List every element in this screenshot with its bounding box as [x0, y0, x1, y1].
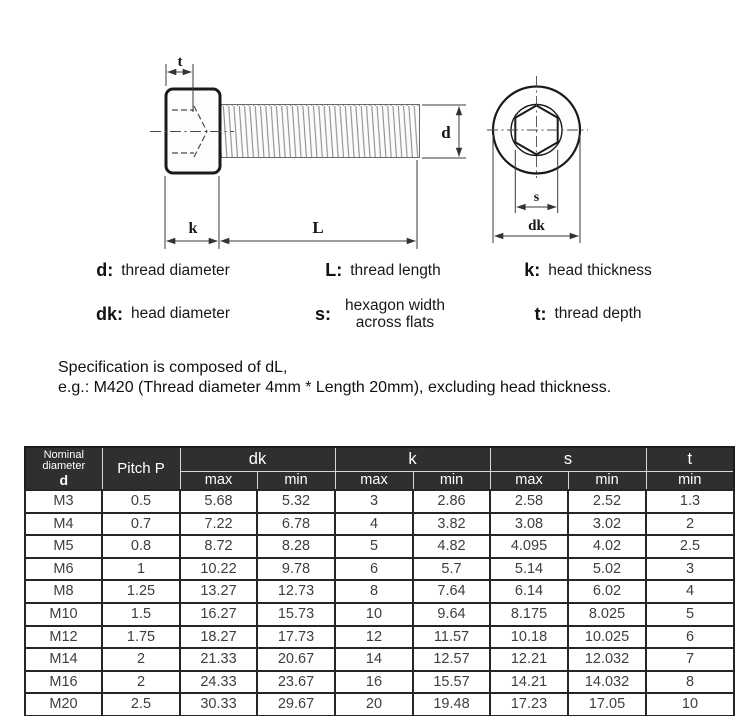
- table-cell: 3.02: [568, 513, 646, 536]
- legend-item-k: [524, 260, 651, 281]
- table-cell: 17.73: [257, 626, 335, 649]
- table-cell: M14: [25, 648, 102, 671]
- table-cell: 0.8: [102, 535, 180, 558]
- table-cell: 16.27: [180, 603, 257, 626]
- table-cell: 0.7: [102, 513, 180, 536]
- table-row: [25, 580, 734, 603]
- table-cell: 1: [102, 558, 180, 581]
- table-cell: 12.57: [413, 648, 490, 671]
- table-cell: 21.33: [180, 648, 257, 671]
- table-row: [25, 558, 734, 581]
- side-view: [150, 54, 466, 249]
- table-cell: M8: [25, 580, 102, 603]
- table-cell: 5: [646, 603, 734, 626]
- dim-label-s: s: [533, 190, 540, 205]
- legend-description: hexagon width across flats: [345, 297, 445, 332]
- dim-d: [422, 105, 466, 158]
- header-k-min: min: [413, 472, 490, 491]
- table-cell: 10.025: [568, 626, 646, 649]
- table-cell: 7.22: [180, 513, 257, 536]
- header-nominal-line1: Nominal: [43, 448, 84, 461]
- table-cell: 10: [646, 693, 734, 716]
- table-cell: 15.73: [257, 603, 335, 626]
- dim-label-t: t: [177, 54, 183, 70]
- table-cell: 6: [646, 626, 734, 649]
- header-k-max: max: [335, 472, 413, 491]
- legend-symbol: k:: [524, 260, 541, 280]
- dim-label-k: k: [188, 220, 198, 237]
- legend-item-t: [534, 304, 641, 325]
- spec-table: [24, 446, 735, 716]
- table-cell: 20.67: [257, 648, 335, 671]
- legend-item-s: [315, 297, 451, 332]
- table-cell: 15.57: [413, 671, 490, 694]
- table-cell: 4: [335, 513, 413, 536]
- table-cell: 7.64: [413, 580, 490, 603]
- table-cell: 4.095: [490, 535, 568, 558]
- header-nominal-diameter: [25, 447, 102, 490]
- table-cell: 8: [646, 671, 734, 694]
- table-cell: 5: [335, 535, 413, 558]
- table-cell: 1.5: [102, 603, 180, 626]
- dim-label-L: L: [312, 218, 324, 237]
- table-cell: 5.02: [568, 558, 646, 581]
- legend-item-L: [325, 260, 441, 281]
- table-cell: 6.02: [568, 580, 646, 603]
- table-cell: 20: [335, 693, 413, 716]
- table-cell: 14.032: [568, 671, 646, 694]
- legend-symbol: L:: [325, 260, 343, 280]
- header-t-min: min: [646, 472, 734, 491]
- legend: [52, 260, 684, 332]
- table-cell: 10.22: [180, 558, 257, 581]
- table-cell: 10.18: [490, 626, 568, 649]
- table-cell: 2.5: [646, 535, 734, 558]
- legend-symbol: d:: [96, 260, 114, 280]
- dim-label-dk: dk: [528, 218, 545, 234]
- end-view: [487, 76, 588, 243]
- table-cell: 6.14: [490, 580, 568, 603]
- table-cell: 8: [335, 580, 413, 603]
- table-cell: 2: [646, 513, 734, 536]
- table-cell: 16: [335, 671, 413, 694]
- table-cell: 5.7: [413, 558, 490, 581]
- table-cell: 13.27: [180, 580, 257, 603]
- table-cell: 3.82: [413, 513, 490, 536]
- legend-symbol: s:: [314, 303, 331, 324]
- table-cell: 6.78: [257, 513, 335, 536]
- thread-shaft: [221, 105, 420, 158]
- table-cell: 8.72: [180, 535, 257, 558]
- table-cell: 1.3: [646, 490, 734, 513]
- table-cell: 30.33: [180, 693, 257, 716]
- table-cell: 12.73: [257, 580, 335, 603]
- table-cell: 12.032: [568, 648, 646, 671]
- table-cell: 5.68: [180, 490, 257, 513]
- header-s-min: min: [568, 472, 646, 491]
- table-cell: M10: [25, 603, 102, 626]
- table-cell: 17.23: [490, 693, 568, 716]
- table-cell: 10: [335, 603, 413, 626]
- table-row: [25, 535, 734, 558]
- table-cell: 6: [335, 558, 413, 581]
- dim-label-d: d: [441, 123, 451, 142]
- table-cell: 8.28: [257, 535, 335, 558]
- spec-table-body: [25, 490, 734, 716]
- table-cell: 2.86: [413, 490, 490, 513]
- table-cell: 0.5: [102, 490, 180, 513]
- table-cell: 4: [646, 580, 734, 603]
- table-cell: 4.02: [568, 535, 646, 558]
- header-nominal-symbol: d: [59, 471, 69, 488]
- table-row: [25, 648, 734, 671]
- legend-symbol: t:: [534, 303, 547, 324]
- table-cell: 5.32: [257, 490, 335, 513]
- specification-line-1: Specification is composed of dL,: [58, 359, 288, 376]
- legend-symbol: dk:: [95, 303, 123, 324]
- table-cell: 2.52: [568, 490, 646, 513]
- table-row: [25, 671, 734, 694]
- table-cell: 4.82: [413, 535, 490, 558]
- table-cell: 14.21: [490, 671, 568, 694]
- table-cell: 2.58: [490, 490, 568, 513]
- header-dk-max: max: [180, 472, 257, 491]
- table-cell: 17.05: [568, 693, 646, 716]
- table-cell: 1.75: [102, 626, 180, 649]
- table-cell: 29.67: [257, 693, 335, 716]
- table-cell: 12: [335, 626, 413, 649]
- table-cell: 11.57: [413, 626, 490, 649]
- table-cell: 3: [335, 490, 413, 513]
- table-cell: M4: [25, 513, 102, 536]
- header-pitch: Pitch P: [102, 447, 180, 490]
- table-cell: 8.175: [490, 603, 568, 626]
- specification-note: [58, 358, 738, 399]
- table-row: [25, 603, 734, 626]
- table-cell: M5: [25, 535, 102, 558]
- table-cell: 18.27: [180, 626, 257, 649]
- table-cell: M12: [25, 626, 102, 649]
- table-row: [25, 513, 734, 536]
- table-cell: 3: [646, 558, 734, 581]
- header-group-s: s: [490, 447, 646, 472]
- header-group-k: k: [335, 447, 490, 472]
- table-cell: 8.025: [568, 603, 646, 626]
- legend-description: thread depth: [554, 305, 642, 323]
- table-cell: M20: [25, 693, 102, 716]
- header-group-t: t: [646, 447, 734, 472]
- legend-description: head diameter: [130, 305, 231, 323]
- table-cell: 14: [335, 648, 413, 671]
- header-s-max: max: [490, 472, 568, 491]
- table-row: [25, 490, 734, 513]
- table-cell: 7: [646, 648, 734, 671]
- table-cell: 19.48: [413, 693, 490, 716]
- legend-item-dk: [96, 304, 230, 325]
- legend-description: thread diameter: [121, 261, 230, 279]
- spec-table-header: [25, 447, 734, 490]
- legend-description: thread length: [350, 261, 441, 279]
- screw-technical-drawing: [0, 0, 747, 258]
- table-cell: 9.64: [413, 603, 490, 626]
- table-cell: 5.14: [490, 558, 568, 581]
- table-cell: 1.25: [102, 580, 180, 603]
- table-cell: 2: [102, 671, 180, 694]
- table-cell: 12.21: [490, 648, 568, 671]
- table-cell: 2.5: [102, 693, 180, 716]
- table-cell: 24.33: [180, 671, 257, 694]
- table-cell: 9.78: [257, 558, 335, 581]
- table-cell: 3.08: [490, 513, 568, 536]
- table-cell: M6: [25, 558, 102, 581]
- header-dk-min: min: [257, 472, 335, 491]
- table-row: [25, 626, 734, 649]
- specification-line-2: e.g.: M420 (Thread diameter 4mm * Length 20mm), excluding head thickness.: [58, 379, 612, 397]
- legend-item-d: [96, 260, 230, 281]
- table-cell: 2: [102, 648, 180, 671]
- table-cell: M3: [25, 490, 102, 513]
- table-cell: 23.67: [257, 671, 335, 694]
- table-row: [25, 693, 734, 716]
- table-cell: M16: [25, 671, 102, 694]
- header-nominal-line2: diameter: [42, 460, 86, 473]
- header-group-dk: dk: [180, 447, 335, 472]
- legend-description: head thickness: [548, 261, 652, 279]
